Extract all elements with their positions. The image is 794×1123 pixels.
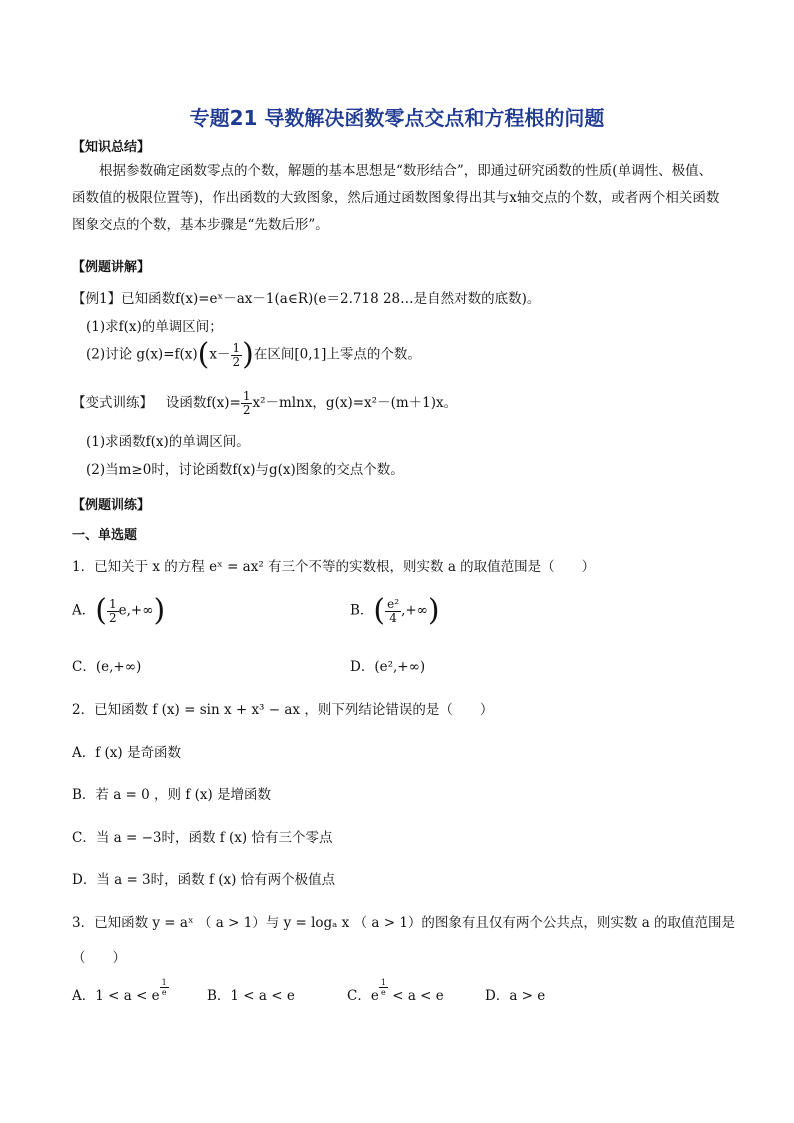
q3-option-d: D．a > e <box>485 988 546 1004</box>
q2-option-c: C．当 a = −3时，函数 f (x) 恰有三个零点 <box>72 830 333 846</box>
page-title: 专题21 导数解决函数零点交点和方程根的问题 <box>189 106 605 130</box>
q3-option-b: B．1 < a < e <box>207 988 295 1004</box>
variant-stem-prefix: 设函数f(x)= <box>165 395 241 411</box>
example1-label: 【例1】 <box>72 291 122 307</box>
example1-q2 <box>86 337 421 372</box>
fraction-numerator: 1 <box>242 389 251 403</box>
option-text: (e²,+∞) <box>374 659 426 675</box>
variant-q2: (2)当m≥0时，讨论函数f(x)与g(x)图象的交点个数。 <box>86 462 404 478</box>
exponent-numerator: 1 <box>380 978 386 987</box>
option-label: A． <box>72 988 96 1004</box>
paren-close: ) <box>153 593 166 628</box>
section-knowledge-heading: 【知识总结】 <box>72 140 151 155</box>
paren-close: ) <box>427 593 440 628</box>
fraction-denominator: 2 <box>232 354 241 369</box>
q2-option-b: B．若 a = 0 ，则 f (x) 是增函数 <box>72 787 272 803</box>
paren-open: ( <box>95 593 107 628</box>
variant-stem-suffix: x²－mlnx，g(x)=x²－(m＋1)x。 <box>252 395 458 411</box>
knowledge-paragraph: 根据参数确定函数零点的个数，解题的基本思想是“数形结合”，即通过研究函数的性质(单调性、极值、函数值的极限位置等)，作出函数的大致图象，然后通过函数图象得出其与x轴交点的个数，或者两个相关函数图象交点的个数，基本步骤是“先数后形”。 <box>72 163 720 233</box>
exponent-denominator: e <box>381 988 386 997</box>
example1-text: 已知函数f(x)=eˣ－ax－1(a∈R)(e＝2.718 28…是自然对数的底数)。 <box>121 291 541 307</box>
exponent-numerator: 1 <box>161 978 167 987</box>
option-label: D． <box>350 659 375 675</box>
fraction-denominator: 4 <box>389 610 397 625</box>
example1-q2-suffix: 在区间[0,1]上零点的个数。 <box>253 346 421 363</box>
q1-option-c <box>72 655 141 675</box>
option-text: 1 < a < e <box>95 988 160 1004</box>
example1-q1: (1)求f(x)的单调区间； <box>86 319 223 335</box>
q3-stem: 3．已知函数 y = aˣ （ a > 1）与 y = logₐ x （ a > 1）的图象有且仅有两个公共点，则实数 a 的取值范围是 <box>72 915 736 931</box>
exponent-fraction <box>379 978 388 997</box>
q1-option-d <box>350 655 425 675</box>
option-text: < a < e <box>387 988 444 1004</box>
q3-option-a <box>72 978 169 1004</box>
part-single-choice: 一、单选题 <box>72 528 138 543</box>
option-base: e <box>370 988 379 1004</box>
q2-stem: 2．已知函数 f (x) = sin x + x³ − ax ，则下列结论错误的是（ ） <box>72 702 494 718</box>
q3-option-c <box>347 978 444 1004</box>
section-practice-heading: 【例题训练】 <box>72 498 151 513</box>
fraction-half <box>241 390 253 417</box>
variant-stem <box>72 390 457 417</box>
option-text: ,+∞ <box>401 602 428 619</box>
fraction-numerator: 1 <box>232 340 241 355</box>
q1-stem: 1．已知关于 x 的方程 eˣ = ax² 有三个不等的实数根，则实数 a 的取值范围是（ ） <box>72 559 596 575</box>
paren-open: ( <box>373 593 386 628</box>
paren-close: ) <box>242 337 254 372</box>
q2-option-d: D．当 a = 3时，函数 f (x) 恰有两个极值点 <box>72 872 336 888</box>
fraction-half <box>231 342 243 369</box>
fraction-numerator: 1 <box>108 596 117 611</box>
example1-q2-prefix: (2)讨论 g(x)=f(x) <box>86 346 198 363</box>
variant-label: 【变式训练】 <box>72 395 153 411</box>
option-text: (e,+∞) <box>95 659 142 675</box>
example1-stem <box>72 287 540 307</box>
option-label: C． <box>72 659 96 675</box>
q3-paren: （ ） <box>72 950 126 966</box>
example1-q2-x: x－ <box>209 346 231 363</box>
fraction-denominator: 2 <box>108 610 117 625</box>
option-text: e,+∞ <box>118 602 154 619</box>
fraction-numerator: e² <box>387 596 400 611</box>
option-label: A． <box>72 602 96 619</box>
fraction-denominator: 2 <box>242 403 251 417</box>
option-label: C． <box>347 988 371 1004</box>
q2-option-a: A．f (x) 是奇函数 <box>72 745 181 761</box>
exponent-denominator: e <box>161 988 167 997</box>
fraction-e2-over-4 <box>385 598 401 625</box>
q1-option-a <box>72 593 166 628</box>
option-label: B． <box>350 602 374 619</box>
variant-q1: (1)求函数f(x)的单调区间。 <box>86 434 250 450</box>
fraction-half <box>107 598 119 625</box>
q1-option-b <box>350 593 440 628</box>
section-example-heading: 【例题讲解】 <box>72 260 151 275</box>
paren-open: ( <box>197 337 210 372</box>
exponent-fraction <box>160 978 169 997</box>
